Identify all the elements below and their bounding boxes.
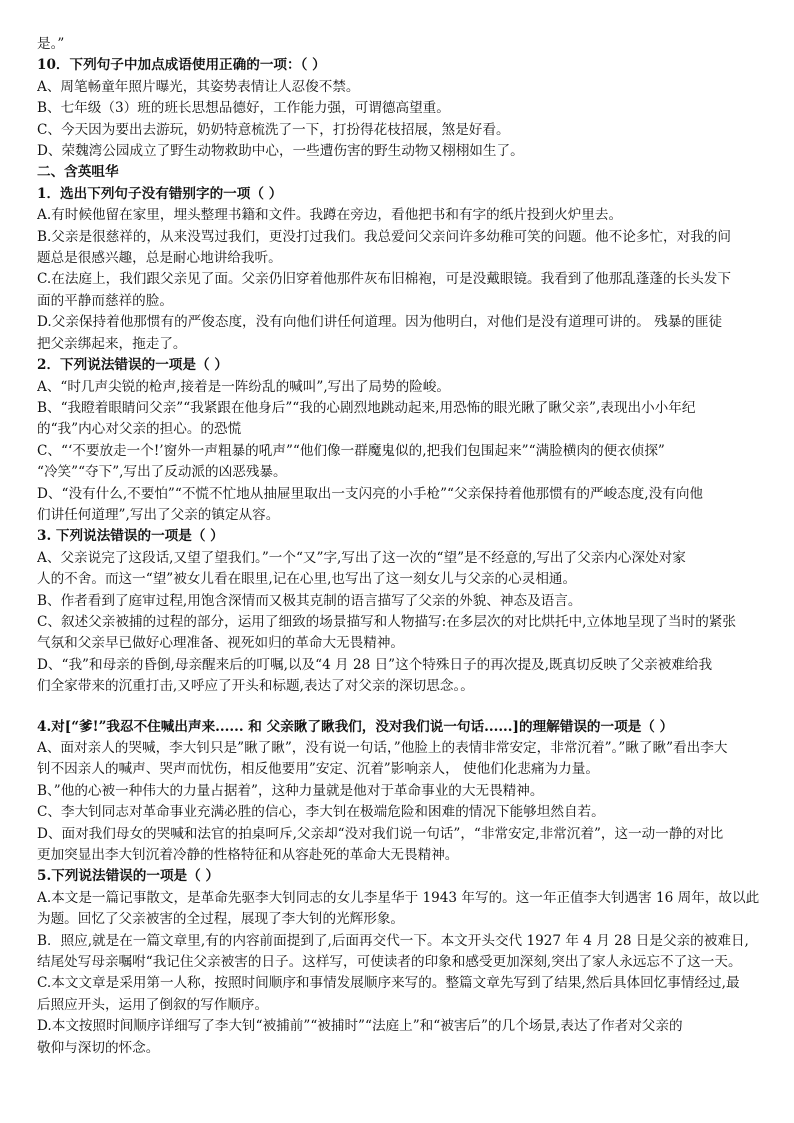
option-c: C、叙述父亲被捕的过程的部分，运用了细致的场景描写和人物描写:在多层次的对比烘托中,立体地呈现了当时的紧张 <box>37 613 736 630</box>
option-d: D、“没有什么,不要怕”“不慌不忙地从抽屉里取出一支闪亮的小手枪”“父亲保持着他那惯有的严峻态度,没有向他 <box>37 485 704 502</box>
question-4: 4.对[“爹!”我忍不住喊出声来...... 和 父亲瞅了瞅我们，没对我们说一句话......]的理解错误的一项是（ ） <box>37 718 674 735</box>
option-b: B、“我瞪着眼睛问父亲”“我紧跟在他身后”“我的心剧烈地跳动起来,用恐怖的眼光瞅了瞅父亲”,表现出小小年纪 <box>37 399 696 416</box>
option-d: D、“我”和母亲的昏倒,母亲醒来后的叮嘱,以及“4 月 28 日”这个特殊日子的再次提及,既真切反映了父亲被难给我 <box>37 656 713 673</box>
option-a: A、“时几声尖锐的枪声,接着是一阵纷乱的喊叫”,写出了局势的险峻。 <box>37 378 450 395</box>
option-b-cont: 结尾处写母亲嘱咐“我记住父亲被害的日子。这样写，可使读者的印象和感受更加深刻,突出了家人永远忘不了这一天。 <box>37 954 742 971</box>
option-b: B、”他的心被一种伟大的力量占据着”，这种力量就是他对于革命事业的大无畏精神。 <box>37 782 544 799</box>
option-c-cont: 面的平静而慈祥的脸。 <box>37 292 173 309</box>
option-a: A、周笔畅童年照片曝光，其姿势表情让人忍俊不禁。 <box>37 78 360 95</box>
option-d-cont: 把父亲绑起来，拖走了。 <box>37 335 187 352</box>
option-b: B、作者看到了庭审过程,用饱含深情而又极其克制的语言描写了父亲的外貌、神态及语言。 <box>37 592 582 609</box>
option-a-cont: 为题。回忆了父亲被害的全过程，展现了李大钊的光辉形象。 <box>37 911 405 928</box>
option-b: B、七年级（3）班的班长思想品德好，工作能力强，可谓德高望重。 <box>37 100 450 117</box>
option-c-cont: 气氛和父亲早已做好心理准备、视死如归的革命大无畏精神。 <box>37 635 405 652</box>
text-line: 是。” <box>37 36 65 52</box>
question-3: 3. 下列说法错误的一项是（ ） <box>37 528 224 545</box>
option-a-cont: 钊不因亲人的喊声、哭声而忧伤，相反他要用”安定、沉着”影响亲人， 使他们化悲痛为力量。 <box>37 761 599 778</box>
option-d: D.父亲保持着他那惯有的严俊态度，没有向他们讲任何道理。因为他明白，对他们是没有道理可讲的。 残暴的匪徒 <box>37 314 723 331</box>
option-a: A.本文是一篇记事散文，是革命先驱李大钊同志的女儿李星华于 1943 年写的。这一年正值李大钊遇害 16 周年，故以此 <box>37 889 760 906</box>
option-c: C.本文文章是采用第一人称，按照时间顺序和事情发展顺序来写的。整篇文章先写到了结果,然后具体回忆事情经过,最 <box>37 975 740 992</box>
section-heading: 二、含英咀华 <box>37 164 119 181</box>
option-b: B．照应,就是在一篇文章里,有的内容前面提到了,后面再交代一下。本文开头交代 1927 年 4 月 28 日是父亲的被难日, <box>37 932 749 949</box>
option-d-cont: 更加突显出李大钊沉着冷静的性格特征和从容赴死的革命大无畏精神。 <box>37 847 459 864</box>
option-a: A、面对亲人的哭喊，李大钊只是”瞅了瞅”，没有说一句话，”他脸上的表情非常安定，非常沉着”。”瞅了瞅”看出李大 <box>37 740 728 756</box>
option-a: A、父亲说完了这段话,又望了望我们。”一个“又”字,写出了这一次的“望”是不经意的,写出了父亲内心深处对家 <box>37 549 686 566</box>
option-d-cont: 们全家带来的沉重打击,又呼应了开头和标题,表达了对父亲的深切思念。。 <box>37 678 474 695</box>
question-5: 5.下列说法错误的一项是（ ） <box>37 868 220 885</box>
blank-gap <box>37 698 768 717</box>
option-d: D、荣魏湾公园成立了野生动物救助中心，一些遭伤害的野生动物又栩栩如生了。 <box>37 143 524 160</box>
question-2: 2．下列说法错误的一项是（ ） <box>37 357 228 374</box>
question-10: 10．下列句子中加点成语使用正确的一项：（ ） <box>37 57 326 74</box>
option-c-cont: 后照应开头，运用了倒叙的写作顺序。 <box>37 996 269 1013</box>
option-d: D.本文按照时间顺序详细写了李大钊“被捕前”“被捕时”“法庭上”和“被害后”的几个场景,表达了作者对父亲的 <box>37 1018 683 1035</box>
option-c: C、今天因为要出去游玩，奶奶特意梳洗了一下，打扮得花枝招展，煞是好看。 <box>37 121 510 138</box>
option-b-cont: 题总是很感兴趣，总是耐心地讲给我听。 <box>37 250 282 267</box>
option-d-cont: 敬仰与深切的怀念。 <box>37 1039 160 1056</box>
option-a-cont: 人的不舍。而这一“望”被女儿看在眼里,记在心里,也写出了这一刻女儿与父亲的心灵相通。 <box>37 571 577 588</box>
option-c: C、李大钊同志对革命事业充满必胜的信心，李大钊在极端危险和困难的情况下能够坦然自若。 <box>37 804 605 821</box>
option-c: C.在法庭上，我们跟父亲见了面。父亲仍旧穿着他那件灰布旧棉袍，可是没戴眼镜。我看到了他那乱蓬蓬的长头发下 <box>37 271 731 288</box>
option-c: C、“‘不要放走一个!’窗外一声粗暴的吼声”“他们像一群魔鬼似的,把我们包围起来”“满脸横肉的便衣侦探” <box>37 442 665 459</box>
option-a: A.有时候他留在家里，埋头整理书籍和文件。我蹲在旁边，看他把书和有字的纸片投到火炉里去。 <box>37 207 623 224</box>
option-b: B.父亲是很慈祥的，从来没骂过我们，更没打过我们。我总爱问父亲问许多幼稚可笑的问题。他不论多忙，对我的问 <box>37 228 731 245</box>
option-d-cont: 们讲任何道理”,写出了父亲的镇定从容。 <box>37 506 280 523</box>
option-b-cont: 的“我”内心对父亲的担心。的恐慌 <box>37 421 242 438</box>
question-1: 1．选出下列句子没有错别字的一项（ ） <box>37 185 283 202</box>
option-d: D、面对我们母女的哭喊和法官的拍桌呵斥,父亲却“没对我们说一句话”，“非常安定,非常沉着”，这一动一静的对比 <box>37 825 724 842</box>
option-c-cont: “冷笑”“夺下”,写出了反动派的凶恶残暴。 <box>37 464 287 481</box>
